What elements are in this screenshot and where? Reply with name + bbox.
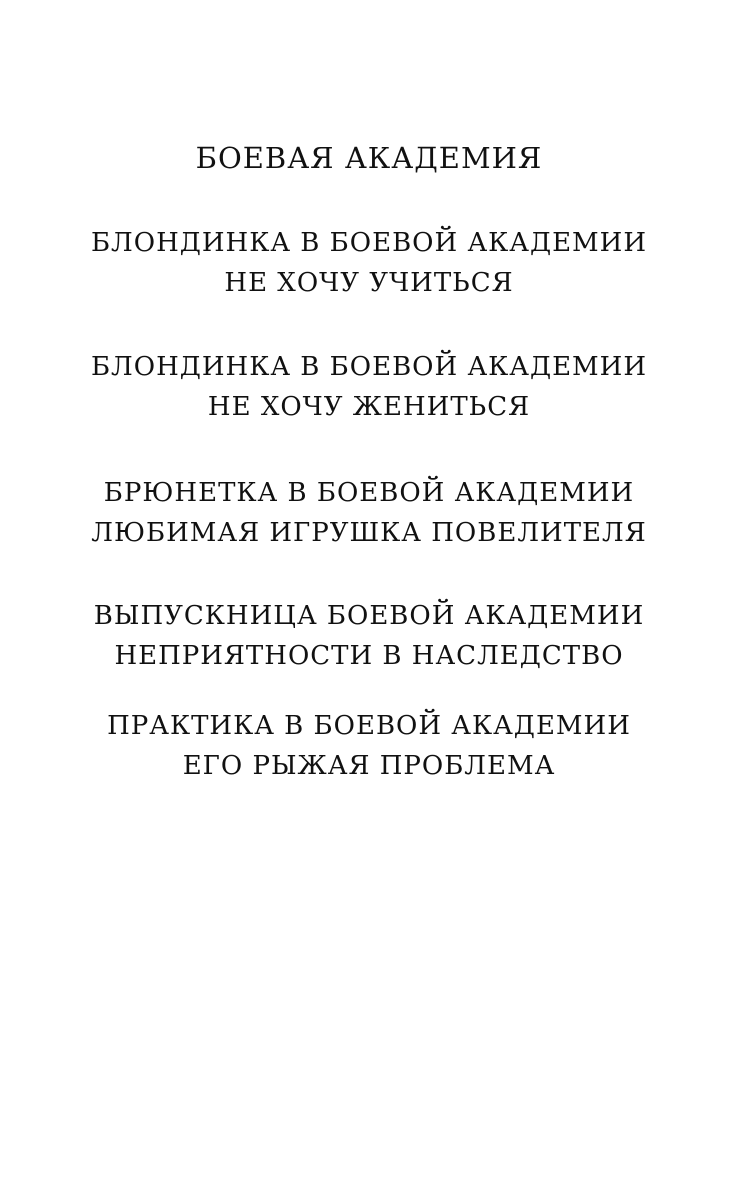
book-title: БЛОНДИНКА В БОЕВОЙ АКАДЕМИИ bbox=[90, 352, 648, 382]
book-subtitle: ЛЮБИМАЯ ИГРУШКА ПОВЕЛИТЕЛЯ bbox=[91, 518, 647, 548]
book-title: ПРАКТИКА В БОЕВОЙ АКАДЕМИИ bbox=[107, 711, 631, 741]
book-entry bbox=[0, 473, 738, 553]
book-subtitle: НЕ ХОЧУ ЖЕНИТЬСЯ bbox=[207, 392, 531, 422]
book-entry bbox=[0, 347, 738, 427]
book-subtitle: ЕГО РЫЖАЯ ПРОБЛЕМА bbox=[182, 751, 556, 781]
series-title: БОЕВАЯ АКАДЕМИЯ bbox=[195, 141, 543, 175]
book-entry bbox=[0, 596, 738, 676]
book-entry bbox=[0, 223, 738, 303]
book-subtitle: НЕ ХОЧУ УЧИТЬСЯ bbox=[224, 268, 514, 298]
book-title: БРЮНЕТКА В БОЕВОЙ АКАДЕМИИ bbox=[103, 478, 635, 508]
book-title: ВЫПУСКНИЦА БОЕВОЙ АКАДЕМИИ bbox=[93, 601, 645, 631]
book-title: БЛОНДИНКА В БОЕВОЙ АКАДЕМИИ bbox=[90, 228, 648, 258]
book-entry bbox=[0, 706, 738, 786]
book-subtitle: НЕПРИЯТНОСТИ В НАСЛЕДСТВО bbox=[114, 641, 624, 671]
